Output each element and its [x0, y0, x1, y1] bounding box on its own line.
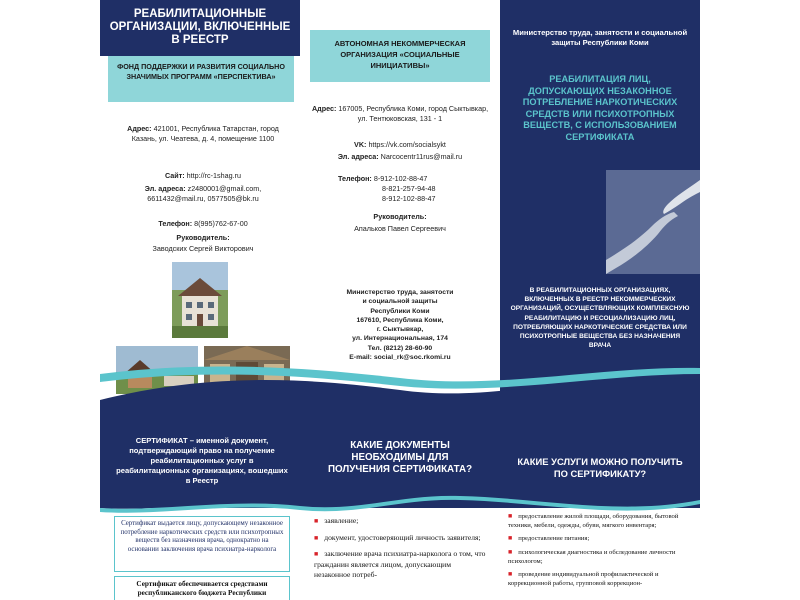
building-photo	[172, 262, 228, 338]
email-1: z2480001@gmail.com,	[187, 184, 262, 193]
phone2-value-1: 8-912-102-88-47	[373, 174, 428, 183]
email-block	[118, 184, 288, 204]
ministry-name: Министерство труда, занятости и социальной защиты Республики Коми	[512, 28, 688, 47]
documents-list	[314, 516, 486, 581]
certificate-info-box: Сертификат выдается лицу, допускающему незаконное потребление наркотических средств или психотропных веществ без назначения врача, однократно на основании заключения врача психиатра-нарколога	[114, 516, 290, 572]
column-left	[100, 0, 300, 420]
site-link[interactable]: http://rc-1shag.ru	[186, 171, 241, 180]
service-item: ■ психологическая диагностика и обследование личности психологом;	[508, 548, 694, 566]
main-title: РЕАБИЛИТАЦИОННЫЕ ОРГАНИЗАЦИИ, ВКЛЮЧЕННЫЕ В РЕЕСТР	[109, 8, 291, 46]
services-list	[508, 512, 694, 588]
certificate-heading: СЕРТИФИКАТ – именной документ, подтверждающий право на получение реабилитационных услуг в реабилитационных организациях, вошедших в Реестр	[116, 436, 288, 485]
site-label: Сайт:	[165, 171, 185, 180]
certificate-funding-box: Сертификат обеспечивается средствами республиканского бюджета Республики	[114, 576, 290, 600]
brochure	[100, 0, 700, 600]
head2-name: Апальков Павел Сергеевич	[354, 224, 446, 233]
services-heading: КАКИЕ УСЛУГИ МОЖНО ПОЛУЧИТЬ ПО СЕРТИФИКАТУ?	[512, 452, 688, 488]
ministry-line-6: ул. Интернациональная, 174	[352, 335, 448, 343]
ministry-line-1: Министерство труда, занятости	[346, 289, 454, 296]
email2-label: Эл. адреса:	[337, 152, 379, 161]
site-block	[118, 171, 288, 181]
column-middle	[300, 0, 500, 420]
org2-name: АВТОНОМНАЯ НЕКОММЕРЧЕСКАЯ ОРГАНИЗАЦИЯ «СОЦИАЛЬНЫЕ ИНИЦИАТИВЫ»	[334, 39, 466, 70]
headline: РЕАБИЛИТАЦИЯ ЛИЦ, ДОПУСКАЮЩИХ НЕЗАКОННОЕ ПОТРЕБЛЕНИЕ НАРКОТИЧЕСКИХ СРЕДСТВ ИЛИ ПСИХОТРОПНЫХ ВЕЩЕСТВ, С ИСПОЛЬЗОВАНИЕМ СЕРТИФИКАТА	[522, 74, 678, 142]
document-item: ■ заявление;	[314, 516, 486, 527]
email2-block	[310, 152, 490, 162]
ministry-line-5: г. Сыктывкар,	[376, 326, 424, 334]
phone-label: Телефон:	[158, 219, 193, 228]
email-2: 6611432@mail.ru, 0577505@bk.ru	[147, 194, 259, 203]
address-block	[118, 124, 288, 144]
address2-label: Адрес:	[311, 104, 337, 113]
column-right	[500, 0, 700, 420]
ministry-line-4: 167610, Республика Коми,	[356, 316, 444, 324]
head-name: Заводских Сергей Викторович	[152, 244, 254, 253]
ministry-line-3: Республики Коми	[370, 307, 430, 315]
address2-block	[310, 104, 490, 124]
document-item: ■ документ, удостоверяющий личность заявителя;	[314, 533, 486, 544]
address-label: Адрес:	[127, 124, 152, 133]
ministry-line-7: Тел. (8212) 28-60-90	[367, 344, 433, 352]
service-item: ■ предоставление питания;	[508, 534, 694, 543]
address2-value: 167005, Республика Коми, город Сыктывкар, ул. Тентюковская, 131 - 1	[338, 104, 489, 123]
service-item: ■ предоставление жилой площади, оборудования, бытовой техники, мебели, одежды, обуви, мягкого инвентаря;	[508, 512, 694, 530]
documents-heading: КАКИЕ ДОКУМЕНТЫ НЕОБХОДИМЫ ДЛЯ ПОЛУЧЕНИЯ СЕРТИФИКАТА?	[327, 440, 473, 475]
phone2-label: Телефон:	[338, 174, 372, 183]
head-label: Руководитель:	[176, 233, 230, 242]
hands-image	[606, 170, 700, 274]
email-label: Эл. адреса:	[144, 184, 186, 193]
phone2-value-2: 8-821-257-94-48	[382, 184, 436, 193]
document-item: ■ заключение врача психиатра-нарколога о том, что гражданин является лицом, допускающим незаконное потреб-	[314, 549, 486, 581]
phone2-block	[338, 174, 488, 204]
vk-label: VK:	[354, 140, 367, 149]
email2-value: Narcocentr11rus@mail.ru	[380, 152, 463, 161]
org-name: ФОНД ПОДДЕРЖКИ И РАЗВИТИЯ СОЦИАЛЬНО ЗНАЧИМЫХ ПРОГРАММ «ПЕРСПЕКТИВА»	[117, 62, 285, 81]
phone-value: 8(995)762-67-00	[194, 219, 248, 228]
service-item: ■ проведение индивидуальной профилактической и коррекционной работы, групповой коррекцион-	[508, 570, 694, 588]
vk-block	[310, 140, 490, 150]
ministry-line-8: E-mail: social_rk@soc.rkomi.ru	[349, 354, 451, 362]
vk-link[interactable]: https://vk.com/socialsykt	[368, 140, 446, 149]
address-value: 421001, Республика Татарстан, город Казань, ул. Чеатева, д. 4, помещение 1100	[131, 124, 279, 143]
head2-label: Руководитель:	[373, 212, 427, 221]
phone2-value-3: 8-912-102-88-47	[382, 194, 436, 203]
phone-block	[118, 219, 288, 229]
ministry-contacts	[310, 288, 490, 362]
ministry-line-2: и социальной защиты	[362, 298, 438, 306]
footer-text: В РЕАБИЛИТАЦИОННЫХ ОРГАНИЗАЦИЯХ, ВКЛЮЧЕННЫХ В РЕЕСТР НЕКОММЕРЧЕСКИХ ОРГАНИЗАЦИЙ, ОСУЩЕСТВЛЯЮЩИХ КОМПЛЕКСНУЮ РЕАБИЛИТАЦИЮ И РЕСОЦИАЛИЗАЦИЮ ЛИЦ, ПОТРЕБЛЯЮЩИХ НАРКОТИЧЕСКИЕ СРЕДСТВА ИЛИ ПСИХОТРОПНЫЕ ВЕЩЕСТВА БЕЗ НАЗНАЧЕНИЯ ВРАЧА	[510, 287, 690, 350]
